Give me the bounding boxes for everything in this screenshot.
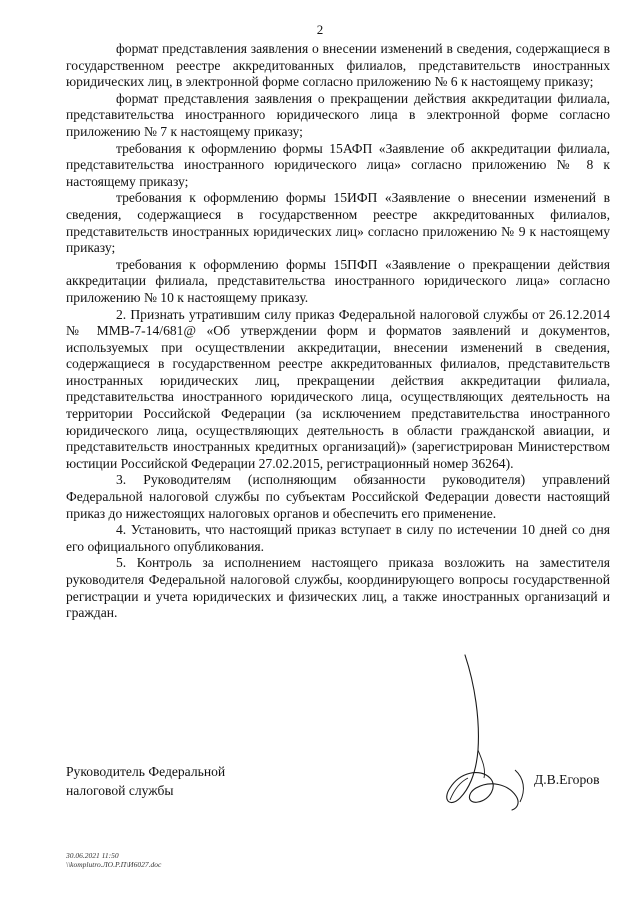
document-body — [66, 41, 610, 622]
footer-file-path: \\komplutro.ЛО.Р.П\И6027.doc — [66, 860, 162, 869]
paragraph-item-4: 4. Установить, что настоящий приказ вступает в силу по истечении 10 дней со дня его официального опубликования. — [66, 522, 610, 554]
paragraph-item-2: 2. Признать утратившим силу приказ Федеральной налоговой службы от 26.12.2014 № ММВ-7-14/681@ «Об утверждении форм и форматов заявлений и документов, используемых при осуществлении аккредитации, внесении изменений в сведения, содержащиеся в государственном реестре аккредитованных филиалов, представительств иностранных юридических лиц, прекращении действия аккредитации филиала, представительства иностранного юридического лица, осуществляющих деятельность на территории Российской Федерации (за исключением представительства иностранного юридического лица, осуществляющих деятельность в области гражданской авиации, и представительств иностранных кредитных организаций)» (зарегистрирован Министерством юстиции Российской Федерации 27.02.2015, регистрационный номер 36264). — [66, 306, 610, 471]
signatory-position-line2: налоговой службы — [66, 783, 174, 798]
footer-timestamp: 30.06.2021 11:50 — [66, 851, 119, 860]
paragraph-form-15ifp: требования к оформлению формы 15ИФП «Заявление о внесении изменений в сведения, содержащиеся в государственном реестре аккредитованных филиалов, представительств иностранных юридических лиц» согласно приложению № 9 к настоящему приказу; — [66, 190, 610, 256]
page-number: 2 — [316, 22, 324, 37]
document-footer — [66, 851, 161, 869]
paragraph-form-15pfp: требования к оформлению формы 15ПФП «Заявление о прекращении действия аккредитации филиала, представительства иностранного юридического лица» согласно приложению № 10 к настоящему приказу. — [66, 256, 610, 305]
paragraph-format-changes: формат представления заявления о внесении изменений в сведения, содержащиеся в государственном реестре аккредитованных филиалов, представительств иностранных юридических лиц, в электронной форме согласно приложению № 6 к настоящему приказу; — [66, 41, 610, 90]
paragraph-form-15afp: требования к оформлению формы 15АФП «Заявление об аккредитации филиала, представительства иностранного юридического лица» согласно приложению № 8 к настоящему приказу; — [66, 140, 610, 189]
paragraph-item-5: 5. Контроль за исполнением настоящего приказа возложить на заместителя руководителя Федеральной налоговой службы, координирующего вопросы государственной регистрации и учета юридических и физических лиц, а также иностранных организаций и граждан. — [66, 555, 610, 621]
signatory-position — [66, 762, 225, 800]
signatory-name: Д.В.Егоров — [534, 772, 600, 787]
signatory-position-line1: Руководитель Федеральной — [66, 764, 226, 779]
paragraph-item-3: 3. Руководителям (исполняющим обязанности руководителя) управлений Федеральной налоговой службы по субъектам Российской Федерации довести настоящий приказ до нижестоящих налоговых органов и обеспечить его применение. — [66, 472, 610, 521]
handwritten-signature — [420, 650, 560, 820]
paragraph-format-termination: формат представления заявления о прекращении действия аккредитации филиала, представительства иностранного юридического лица в электронной форме согласно приложению № 7 к настоящему приказу; — [66, 90, 610, 139]
